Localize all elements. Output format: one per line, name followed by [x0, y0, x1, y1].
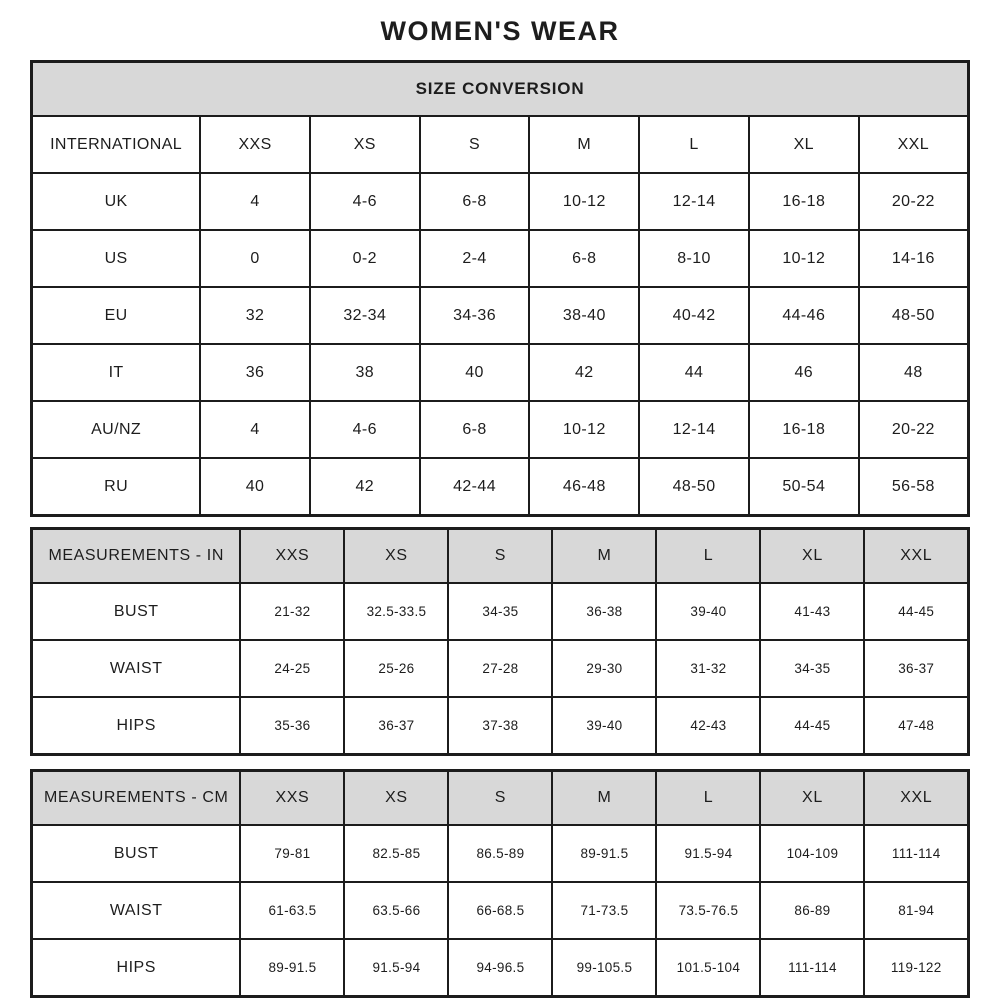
column-header-xxl: XXL	[864, 771, 968, 826]
row-label: IT	[32, 344, 201, 401]
column-header-xxs: XXS	[240, 529, 344, 584]
measurement-value: 36-37	[344, 697, 448, 755]
size-conversion-banner-row	[32, 62, 969, 117]
measurement-value: 86-89	[760, 882, 864, 939]
size-value: 8-10	[639, 230, 749, 287]
size-value: 20-22	[859, 401, 969, 458]
size-value: 6-8	[420, 173, 530, 230]
table-row-bust-cm	[32, 825, 969, 882]
measurement-value: 29-30	[552, 640, 656, 697]
size-value: 10-12	[749, 230, 859, 287]
size-value: 48-50	[859, 287, 969, 344]
size-value: 50-54	[749, 458, 859, 516]
row-label: RU	[32, 458, 201, 516]
measurement-value: 91.5-94	[344, 939, 448, 997]
measurements-cm-title: MEASUREMENTS - CM	[32, 771, 241, 826]
measurements-in-title: MEASUREMENTS - IN	[32, 529, 241, 584]
row-label: BUST	[32, 583, 241, 640]
size-value: 16-18	[749, 401, 859, 458]
measurement-value: 24-25	[240, 640, 344, 697]
size-value: 12-14	[639, 173, 749, 230]
measurement-value: 41-43	[760, 583, 864, 640]
measurement-value: 34-35	[760, 640, 864, 697]
size-conversion-column-header-row	[32, 116, 969, 173]
size-value: 44-46	[749, 287, 859, 344]
size-value: 32-34	[310, 287, 420, 344]
size-value: 36	[200, 344, 310, 401]
size-value: 4-6	[310, 401, 420, 458]
row-label: US	[32, 230, 201, 287]
table-row-hips-in	[32, 697, 969, 755]
page-title: WOMEN'S WEAR	[380, 16, 620, 46]
column-header-s: S	[448, 529, 552, 584]
measurement-value: 104-109	[760, 825, 864, 882]
size-value: 38	[310, 344, 420, 401]
row-label: HIPS	[32, 697, 241, 755]
measurement-value: 73.5-76.5	[656, 882, 760, 939]
size-value: 42	[529, 344, 639, 401]
measurement-value: 66-68.5	[448, 882, 552, 939]
measurement-value: 101.5-104	[656, 939, 760, 997]
column-header-s: S	[448, 771, 552, 826]
column-header-xl: XL	[760, 771, 864, 826]
table-row-uk	[32, 173, 969, 230]
size-value: 56-58	[859, 458, 969, 516]
column-header-m: M	[552, 771, 656, 826]
measurement-value: 89-91.5	[240, 939, 344, 997]
measurement-value: 25-26	[344, 640, 448, 697]
row-label: BUST	[32, 825, 241, 882]
size-value: 0-2	[310, 230, 420, 287]
row-label: WAIST	[32, 882, 241, 939]
column-header-xxl: XXL	[859, 116, 969, 173]
size-value: 40	[200, 458, 310, 516]
column-header-l: L	[656, 529, 760, 584]
measurement-value: 71-73.5	[552, 882, 656, 939]
size-value: 38-40	[529, 287, 639, 344]
size-value: 6-8	[529, 230, 639, 287]
measurement-value: 27-28	[448, 640, 552, 697]
measurement-value: 82.5-85	[344, 825, 448, 882]
size-value: 10-12	[529, 401, 639, 458]
measurement-value: 79-81	[240, 825, 344, 882]
size-value: 46	[749, 344, 859, 401]
column-header-l: L	[656, 771, 760, 826]
column-header-xs: XS	[310, 116, 420, 173]
size-value: 42-44	[420, 458, 530, 516]
measurement-value: 61-63.5	[240, 882, 344, 939]
measurement-value: 63.5-66	[344, 882, 448, 939]
column-header-xl: XL	[760, 529, 864, 584]
measurement-value: 91.5-94	[656, 825, 760, 882]
column-header-l: L	[639, 116, 749, 173]
column-header-xs: XS	[344, 529, 448, 584]
measurements-in-header-row	[32, 529, 969, 584]
column-header-xxl: XXL	[864, 529, 968, 584]
size-value: 48	[859, 344, 969, 401]
measurement-value: 34-35	[448, 583, 552, 640]
measurement-value: 111-114	[864, 825, 968, 882]
measurement-value: 81-94	[864, 882, 968, 939]
measurements-cm-table	[30, 769, 970, 998]
size-value: 4-6	[310, 173, 420, 230]
size-value: 4	[200, 401, 310, 458]
measurement-value: 39-40	[656, 583, 760, 640]
size-value: 32	[200, 287, 310, 344]
measurement-value: 44-45	[760, 697, 864, 755]
size-value: 2-4	[420, 230, 530, 287]
size-value: 40	[420, 344, 530, 401]
size-value: 40-42	[639, 287, 749, 344]
measurement-value: 99-105.5	[552, 939, 656, 997]
measurement-value: 86.5-89	[448, 825, 552, 882]
size-value: 0	[200, 230, 310, 287]
row-label: UK	[32, 173, 201, 230]
size-conversion-title: SIZE CONVERSION	[32, 62, 969, 117]
size-value: 16-18	[749, 173, 859, 230]
measurement-value: 39-40	[552, 697, 656, 755]
measurements-in-table	[30, 527, 970, 756]
size-value: 6-8	[420, 401, 530, 458]
row-label: HIPS	[32, 939, 241, 997]
size-value: 12-14	[639, 401, 749, 458]
size-value: 46-48	[529, 458, 639, 516]
measurement-value: 42-43	[656, 697, 760, 755]
size-conversion-table	[30, 60, 970, 517]
measurement-value: 35-36	[240, 697, 344, 755]
measurement-value: 37-38	[448, 697, 552, 755]
row-label: AU/NZ	[32, 401, 201, 458]
measurement-value: 119-122	[864, 939, 968, 997]
size-value: 48-50	[639, 458, 749, 516]
column-header-xxs: XXS	[240, 771, 344, 826]
column-header-s: S	[420, 116, 530, 173]
table-row-eu	[32, 287, 969, 344]
size-value: 20-22	[859, 173, 969, 230]
size-value: 4	[200, 173, 310, 230]
size-value: 44	[639, 344, 749, 401]
measurement-value: 32.5-33.5	[344, 583, 448, 640]
measurement-value: 89-91.5	[552, 825, 656, 882]
column-header-xl: XL	[749, 116, 859, 173]
size-value: 34-36	[420, 287, 530, 344]
measurement-value: 47-48	[864, 697, 968, 755]
row-label: WAIST	[32, 640, 241, 697]
table-row-hips-cm	[32, 939, 969, 997]
table-row-aunz	[32, 401, 969, 458]
table-row-it	[32, 344, 969, 401]
measurement-value: 21-32	[240, 583, 344, 640]
measurement-value: 36-37	[864, 640, 968, 697]
table-row-us	[32, 230, 969, 287]
table-row-waist-in	[32, 640, 969, 697]
measurement-value: 31-32	[656, 640, 760, 697]
measurement-value: 44-45	[864, 583, 968, 640]
column-header-m: M	[552, 529, 656, 584]
measurement-value: 36-38	[552, 583, 656, 640]
column-header-m: M	[529, 116, 639, 173]
column-header-international: INTERNATIONAL	[32, 116, 201, 173]
size-value: 42	[310, 458, 420, 516]
measurements-cm-header-row	[32, 771, 969, 826]
measurement-value: 94-96.5	[448, 939, 552, 997]
column-header-xxs: XXS	[200, 116, 310, 173]
size-value: 14-16	[859, 230, 969, 287]
column-header-xs: XS	[344, 771, 448, 826]
table-row-waist-cm	[32, 882, 969, 939]
measurement-value: 111-114	[760, 939, 864, 997]
table-row-ru	[32, 458, 969, 516]
table-row-bust-in	[32, 583, 969, 640]
row-label: EU	[32, 287, 201, 344]
size-value: 10-12	[529, 173, 639, 230]
